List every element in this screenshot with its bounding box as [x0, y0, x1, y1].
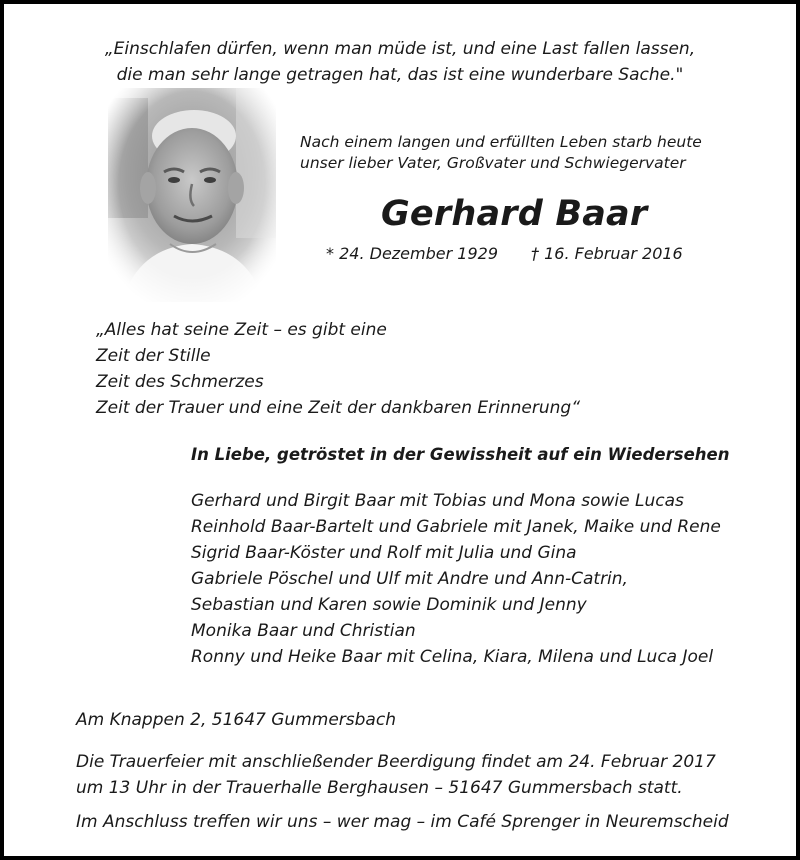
life-dates [326, 244, 683, 263]
top-quote-line-1: „Einschlafen dürfen, wenn man müde ist, und eine Last fallen lassen, [104, 39, 696, 59]
family-member-line: Sigrid Baar-Köster und Rolf mit Julia und Gina [191, 543, 577, 563]
verse-line: „Alles hat seine Zeit – es gibt eine [96, 320, 387, 340]
intro-line-2: unser lieber Vater, Großvater und Schwiegervater [300, 154, 686, 172]
verse [96, 317, 580, 421]
verse-line: Zeit des Schmerzes [96, 372, 264, 392]
family-member-line: Sebastian und Karen sowie Dominik und Jenny [191, 595, 587, 615]
portrait-illustration [108, 88, 276, 302]
death-date: † 16. Februar 2016 [531, 244, 683, 263]
ceremony-line-2: um 13 Uhr in der Trauerhalle Berghausen – 51647 Gummersbach statt. [76, 778, 683, 798]
birth-date: * 24. Dezember 1929 [326, 244, 498, 263]
top-quote [4, 36, 796, 88]
in-love-line: In Liebe, getröstet in der Gewissheit auf ein Wiedersehen [191, 445, 730, 464]
ceremony-info [76, 749, 716, 801]
top-quote-line-2: die man sehr lange getragen hat, das ist eine wunderbare Sache." [116, 65, 684, 85]
family-member-line: Gabriele Pöschel und Ulf mit Andre und Ann-Catrin, [191, 569, 628, 589]
portrait-photo [108, 88, 276, 302]
family-list [191, 488, 721, 670]
family-member-line: Monika Baar und Christian [191, 621, 416, 641]
family-member-line: Ronny und Heike Baar mit Celina, Kiara, Milena und Luca Joel [191, 647, 714, 667]
intro-text [300, 132, 720, 174]
deceased-name: Gerhard Baar [381, 194, 648, 234]
after-note: Im Anschluss treffen wir uns – wer mag – im Café Sprenger in Neuremscheid [76, 812, 729, 832]
verse-line: Zeit der Stille [96, 346, 211, 366]
intro-line-1: Nach einem langen und erfüllten Leben starb heute [300, 133, 702, 151]
address: Am Knappen 2, 51647 Gummersbach [76, 710, 396, 730]
family-member-line: Gerhard und Birgit Baar mit Tobias und Mona sowie Lucas [191, 491, 684, 511]
ceremony-line-1: Die Trauerfeier mit anschließender Beerdigung findet am 24. Februar 2017 [76, 752, 716, 772]
verse-line: Zeit der Trauer und eine Zeit der dankbaren Erinnerung“ [96, 398, 581, 418]
family-member-line: Reinhold Baar-Bartelt und Gabriele mit Janek, Maike und Rene [191, 517, 721, 537]
